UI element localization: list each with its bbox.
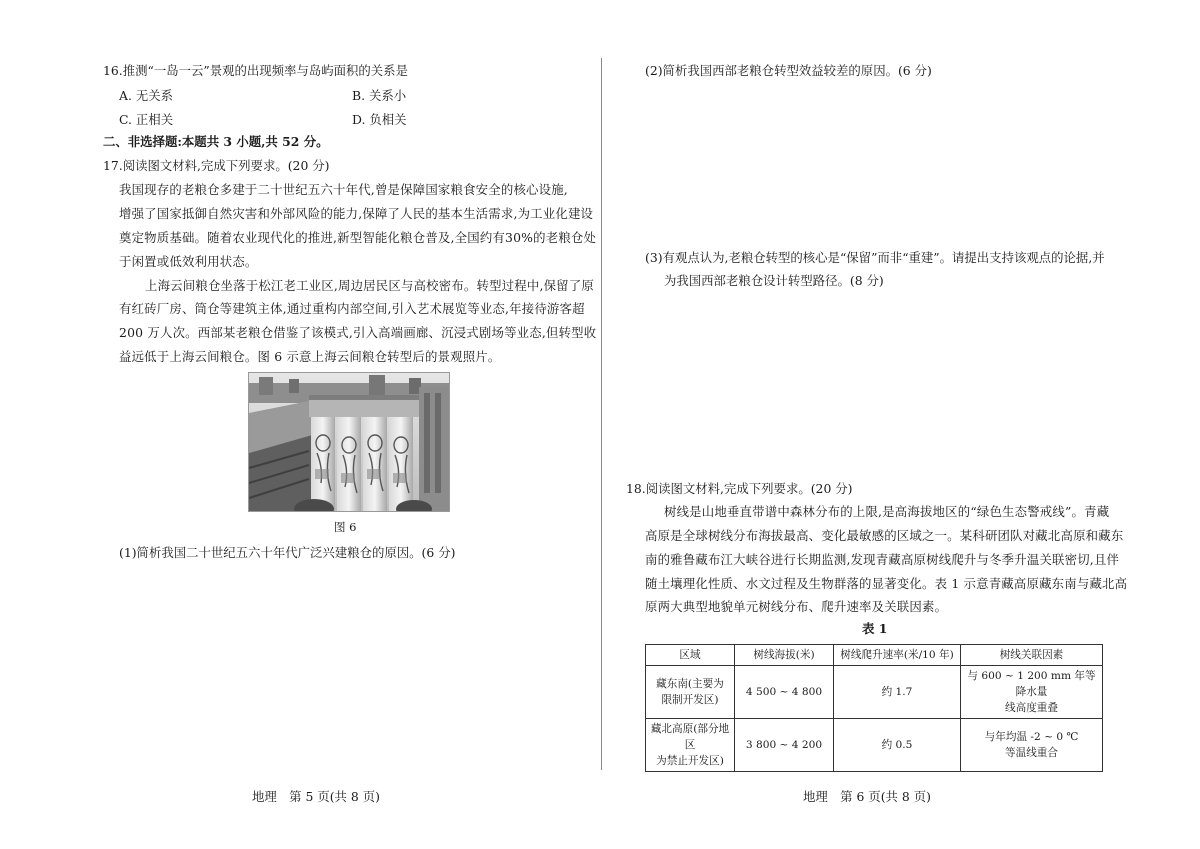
table-row <box>646 719 1103 772</box>
region-line: 为禁止开发区) <box>656 755 724 767</box>
q17-sub-question-3-line-2: 为我国西部老粮仓设计转型路径。(8 分) <box>664 273 884 288</box>
q17-sub-question-2: (2)简析我国西部老粮仓转型效益较差的原因。(6 分) <box>645 63 932 78</box>
table-cell-factor <box>961 719 1103 772</box>
table-cell-rate: 约 0.5 <box>834 719 961 772</box>
factor-line: 线高度重叠 <box>1005 702 1058 714</box>
page-divider <box>601 58 602 770</box>
table-cell-region <box>646 719 735 772</box>
q17-sub-question-1: (1)简析我国二十世纪五六十年代广泛兴建粮仓的原因。(6 分) <box>119 545 456 560</box>
table-header-region: 区域 <box>646 645 735 666</box>
table-cell-region <box>646 666 735 719</box>
q18-stem: 18.阅读图文材料,完成下列要求。(20 分) <box>626 481 853 496</box>
q18-paragraph-line-5: 原两大典型地貌单元树线分布、爬升速率及关联因素。 <box>645 599 948 614</box>
q16-option-c: C. 正相关 <box>119 112 174 127</box>
q17-sub-question-3-line-1: (3)有观点认为,老粮仓转型的核心是“保留”而非“重建”。请提出支持该观点的论据,并 <box>645 250 1105 265</box>
region-line: 藏北高原(部分地区 <box>650 723 730 751</box>
table-cell-altitude: 4 500 ~ 4 800 <box>735 666 834 719</box>
region-line: 藏东南(主要为 <box>656 678 724 690</box>
section-heading: 二、非选择题:本题共 3 小题,共 52 分。 <box>103 134 329 149</box>
table-header-rate: 树线爬升速率(米/10 年) <box>834 645 961 666</box>
q18-paragraph-line-4: 随土壤理化性质、水文过程及生物群落的显著变化。表 1 示意青藏高原藏东南与藏北高 <box>645 576 1128 591</box>
q18-paragraph-line-2: 高原是全球树线分布海拔最高、变化最敏感的区域之一。某科研团队对藏北高原和藏东 <box>645 528 1124 543</box>
table-header-factor: 树线关联因素 <box>961 645 1103 666</box>
left-page-footer: 地理 第 5 页(共 8 页) <box>252 789 380 804</box>
table-cell-factor <box>961 666 1103 719</box>
treeline-table <box>645 644 1103 772</box>
q18-paragraph-line-3: 南的雅鲁藏布江大峡谷进行长期监测,发现青藏高原树线爬升与冬季升温关联密切,且伴 <box>645 552 1120 567</box>
q16-option-a: A. 无关系 <box>119 88 173 103</box>
q17-paragraph-2-line-4: 益远低于上海云间粮仓。图 6 示意上海云间粮仓转型后的景观照片。 <box>119 349 501 364</box>
table-cell-rate: 约 1.7 <box>834 666 961 719</box>
q16-option-b: B. 关系小 <box>352 88 407 103</box>
q16-stem: 16.推测“一岛一云”景观的出现频率与岛屿面积的关系是 <box>103 63 408 78</box>
figure-6-caption: 图 6 <box>334 520 357 534</box>
table-header-row <box>646 645 1103 666</box>
q17-paragraph-1-line-4: 于闲置或低效利用状态。 <box>119 254 258 269</box>
table-header-altitude: 树线海拔(米) <box>735 645 834 666</box>
q17-paragraph-2-line-1: 上海云间粮仓坐落于松江老工业区,周边居民区与高校密布。转型过程中,保留了原 <box>145 278 594 293</box>
q16-option-d: D. 负相关 <box>352 112 407 127</box>
table-cell-altitude: 3 800 ~ 4 200 <box>735 719 834 772</box>
q17-paragraph-1-line-3: 奠定物质基础。随着农业现代化的推进,新型智能化粮仓普及,全国约有30%的老粮仓处 <box>119 230 597 245</box>
region-line: 限制开发区) <box>661 694 719 706</box>
q17-paragraph-1-line-2: 增强了国家抵御自然灾害和外部风险的能力,保障了人民的基本生活需求,为工业化建设 <box>119 206 594 221</box>
q17-paragraph-2-line-2: 有红砖厂房、筒仓等建筑主体,通过重构内部空间,引入艺术展览等业态,年接待游客超 <box>119 301 585 316</box>
q17-stem: 17.阅读图文材料,完成下列要求。(20 分) <box>103 158 330 173</box>
q17-paragraph-2-line-3: 200 万人次。西部某老粮仓借鉴了该模式,引入高端画廊、沉浸式剧场等业态,但转型收 <box>119 325 597 340</box>
q17-paragraph-1-line-1: 我国现存的老粮仓多建于二十世纪五六十年代,曾是保障国家粮食安全的核心设施, <box>119 182 568 197</box>
factor-line: 等温线重合 <box>1005 747 1058 759</box>
factor-line: 与年均温 -2 ~ 0 ℃ <box>984 731 1079 743</box>
table-1-title: 表 1 <box>862 621 888 636</box>
factor-line: 与 600 ~ 1 200 mm 年等降水量 <box>967 670 1096 698</box>
granary-photo <box>248 372 450 512</box>
table-row <box>646 666 1103 719</box>
right-page-footer: 地理 第 6 页(共 8 页) <box>803 789 931 804</box>
q18-paragraph-line-1: 树线是山地垂直带谱中森林分布的上限,是高海拔地区的“绿色生态警戒线”。青藏 <box>664 504 1110 519</box>
